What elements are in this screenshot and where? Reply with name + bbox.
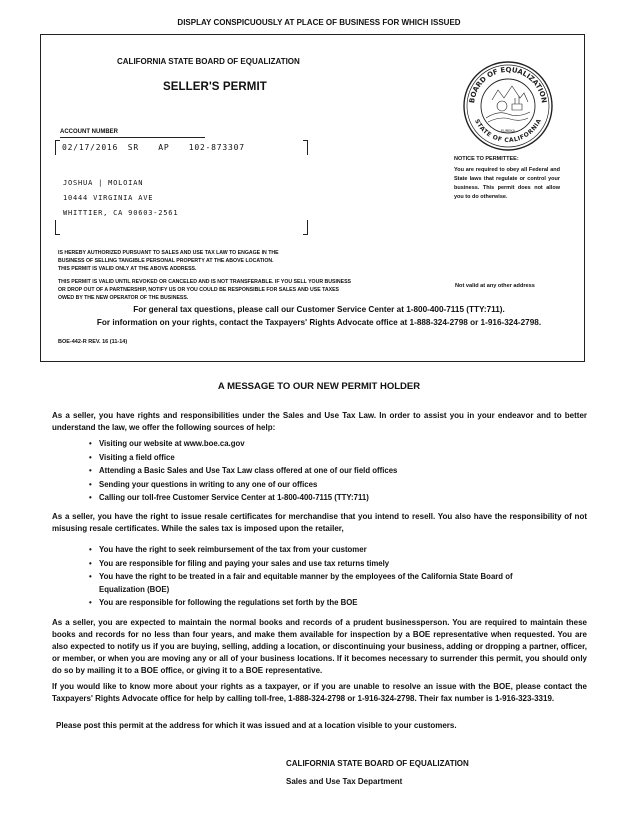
taxpayer-rights-line: For information on your rights, contact the Taxpayers' Rights Advocate office at 1-888-324-2798 or 1-916-324-2798.	[96, 318, 542, 327]
list-item: • Visiting a field office	[89, 452, 175, 462]
intro-paragraph: As a seller, you have rights and responsibilities under the Sales and Use Tax Law. In order to assist you in your endeavor and to better understand the law, we offer the following sources of help:	[52, 411, 587, 432]
state-seal-icon	[462, 60, 554, 152]
address-bracket-bottom-left	[55, 220, 60, 235]
address-bracket-top-right	[303, 140, 308, 155]
validity-line: THIS PERMIT IS VALID UNTIL REVOKED OR CANCELED AND IS NOT TRANSFERABLE. IF YOU SELL YOUR BUSINESS	[58, 279, 352, 285]
signature-board-name: CALIFORNIA STATE BOARD OF EQUALIZATION	[286, 759, 469, 768]
authorization-line: BUSINESS OF SELLING TANGIBLE PERSONAL PROPERTY AT THE ABOVE LOCATION.	[58, 258, 274, 264]
validity-line: OR DROP OUT OF A PARTNERSHIP, NOTIFY US OR YOU COULD BE RESPONSIBLE FOR SALES AND USE TAXES	[58, 287, 340, 293]
not-valid-notice: Not valid at any other address	[455, 283, 535, 289]
address-bracket-bottom-right	[303, 220, 308, 235]
post-permit-paragraph: Please post this permit at the address for which it was issued and at a location visible to your customers.	[56, 721, 457, 730]
authorization-line: THIS PERMIT IS VALID ONLY AT THE ABOVE ADDRESS.	[58, 266, 197, 272]
signature-department: Sales and Use Tax Department	[286, 777, 403, 786]
seal-bottom-text: STATE OF CALIFORNIA	[473, 118, 543, 145]
permit-board-name: CALIFORNIA STATE BOARD OF EQUALIZATION	[117, 57, 300, 66]
address-street: 10444 VIRGINIA AVE	[63, 194, 154, 202]
account-number-value: 02/17/2016 SR AP 102-873307	[62, 143, 245, 152]
notice-body: You are required to obey all Federal and State laws that regulate or control your business. This permit does not allow you to do otherwise.	[454, 167, 560, 200]
account-number-label: ACCOUNT NUMBER	[60, 129, 118, 135]
notice-heading: NOTICE TO PERMITTEE:	[454, 156, 519, 162]
authorization-line: IS HEREBY AUTHORIZED PURSUANT TO SALES AND USE TAX LAW TO ENGAGE IN THE	[58, 250, 279, 256]
seal-inner-text: EUREKA	[500, 129, 516, 133]
form-id: BOE-442-R REV. 16 (11-14)	[58, 339, 128, 345]
records-paragraph: As a seller, you are expected to maintain the normal books and records of a prudent businessperson. You are required to maintain these books and records for no less than four years, and make them available for inspection by a BOE representative when requested. You are also expected to notify us if you are buying, selling, adding a location, or discontinuing your business, adding or dropping a partner, officer, or member, or when you are moving any or all of your business locations. If it becomes necessary to surrender this permit, you should only do so by mailing it to a BOE office, or giving it to a BOE representative.	[52, 618, 587, 675]
seal-top-text: BOARD OF EQUALIZATION	[468, 65, 548, 104]
resale-paragraph: As a seller, you have the right to issue resale certificates for merchandise that you intend to resell. You also have the responsibility of not misusing resale certificates. While the sales tax is imposed upon the retailer,	[52, 512, 587, 533]
list-item: • Attending a Basic Sales and Use Tax Law class offered at one of our field offices	[89, 466, 398, 476]
validity-line: OWED BY THE NEW OPERATOR OF THE BUSINESS.	[58, 295, 189, 301]
address-name: JOSHUA | MOLOIAN	[63, 179, 144, 187]
list-item: • You have the right to seek reimbursement of the tax from your customer	[89, 545, 367, 554]
message-title: A MESSAGE TO OUR NEW PERMIT HOLDER	[217, 381, 421, 392]
account-number-underline	[60, 137, 205, 138]
list-item: • You are responsible for following the regulations set forth by the BOE	[89, 598, 358, 608]
permit-title: SELLER'S PERMIT	[163, 81, 267, 93]
list-item: • You are responsible for filing and paying your sales and use tax returns timely	[89, 558, 390, 568]
list-item: • Calling our toll-free Customer Service Center at 1-800-400-7115 (TTY:711)	[89, 493, 369, 503]
address-city: WHITTIER, CA 90603-2561	[63, 209, 179, 217]
customer-service-line: For general tax questions, please call our Customer Service Center at 1-800-400-7115 (TTY:711).	[133, 305, 505, 314]
display-notice: DISPLAY CONSPICUOUSLY AT PLACE OF BUSINESS FOR WHICH ISSUED	[177, 18, 461, 27]
list-item: • You have the right to be treated in a fair and equitable manner by the employees of the California State Board of Equalization (BOE)	[89, 572, 513, 595]
address-bracket-top-left	[55, 140, 60, 155]
list-item: • Visiting our website at www.boe.ca.gov	[89, 439, 245, 448]
more-info-paragraph: If you would like to know more about your rights as a taxpayer, or if you are unable to resolve an issue with the BOE, please contact the Taxpayers' Rights Advocate office for help by calling toll-free, 1-888-324-2798 or 1-916-324-2798. Their fax number is 1-916-323-3319.	[52, 682, 587, 703]
rights-list	[89, 543, 559, 610]
list-item: • Sending your questions in writing to any one of our offices	[89, 479, 318, 489]
help-sources-list	[89, 437, 398, 505]
